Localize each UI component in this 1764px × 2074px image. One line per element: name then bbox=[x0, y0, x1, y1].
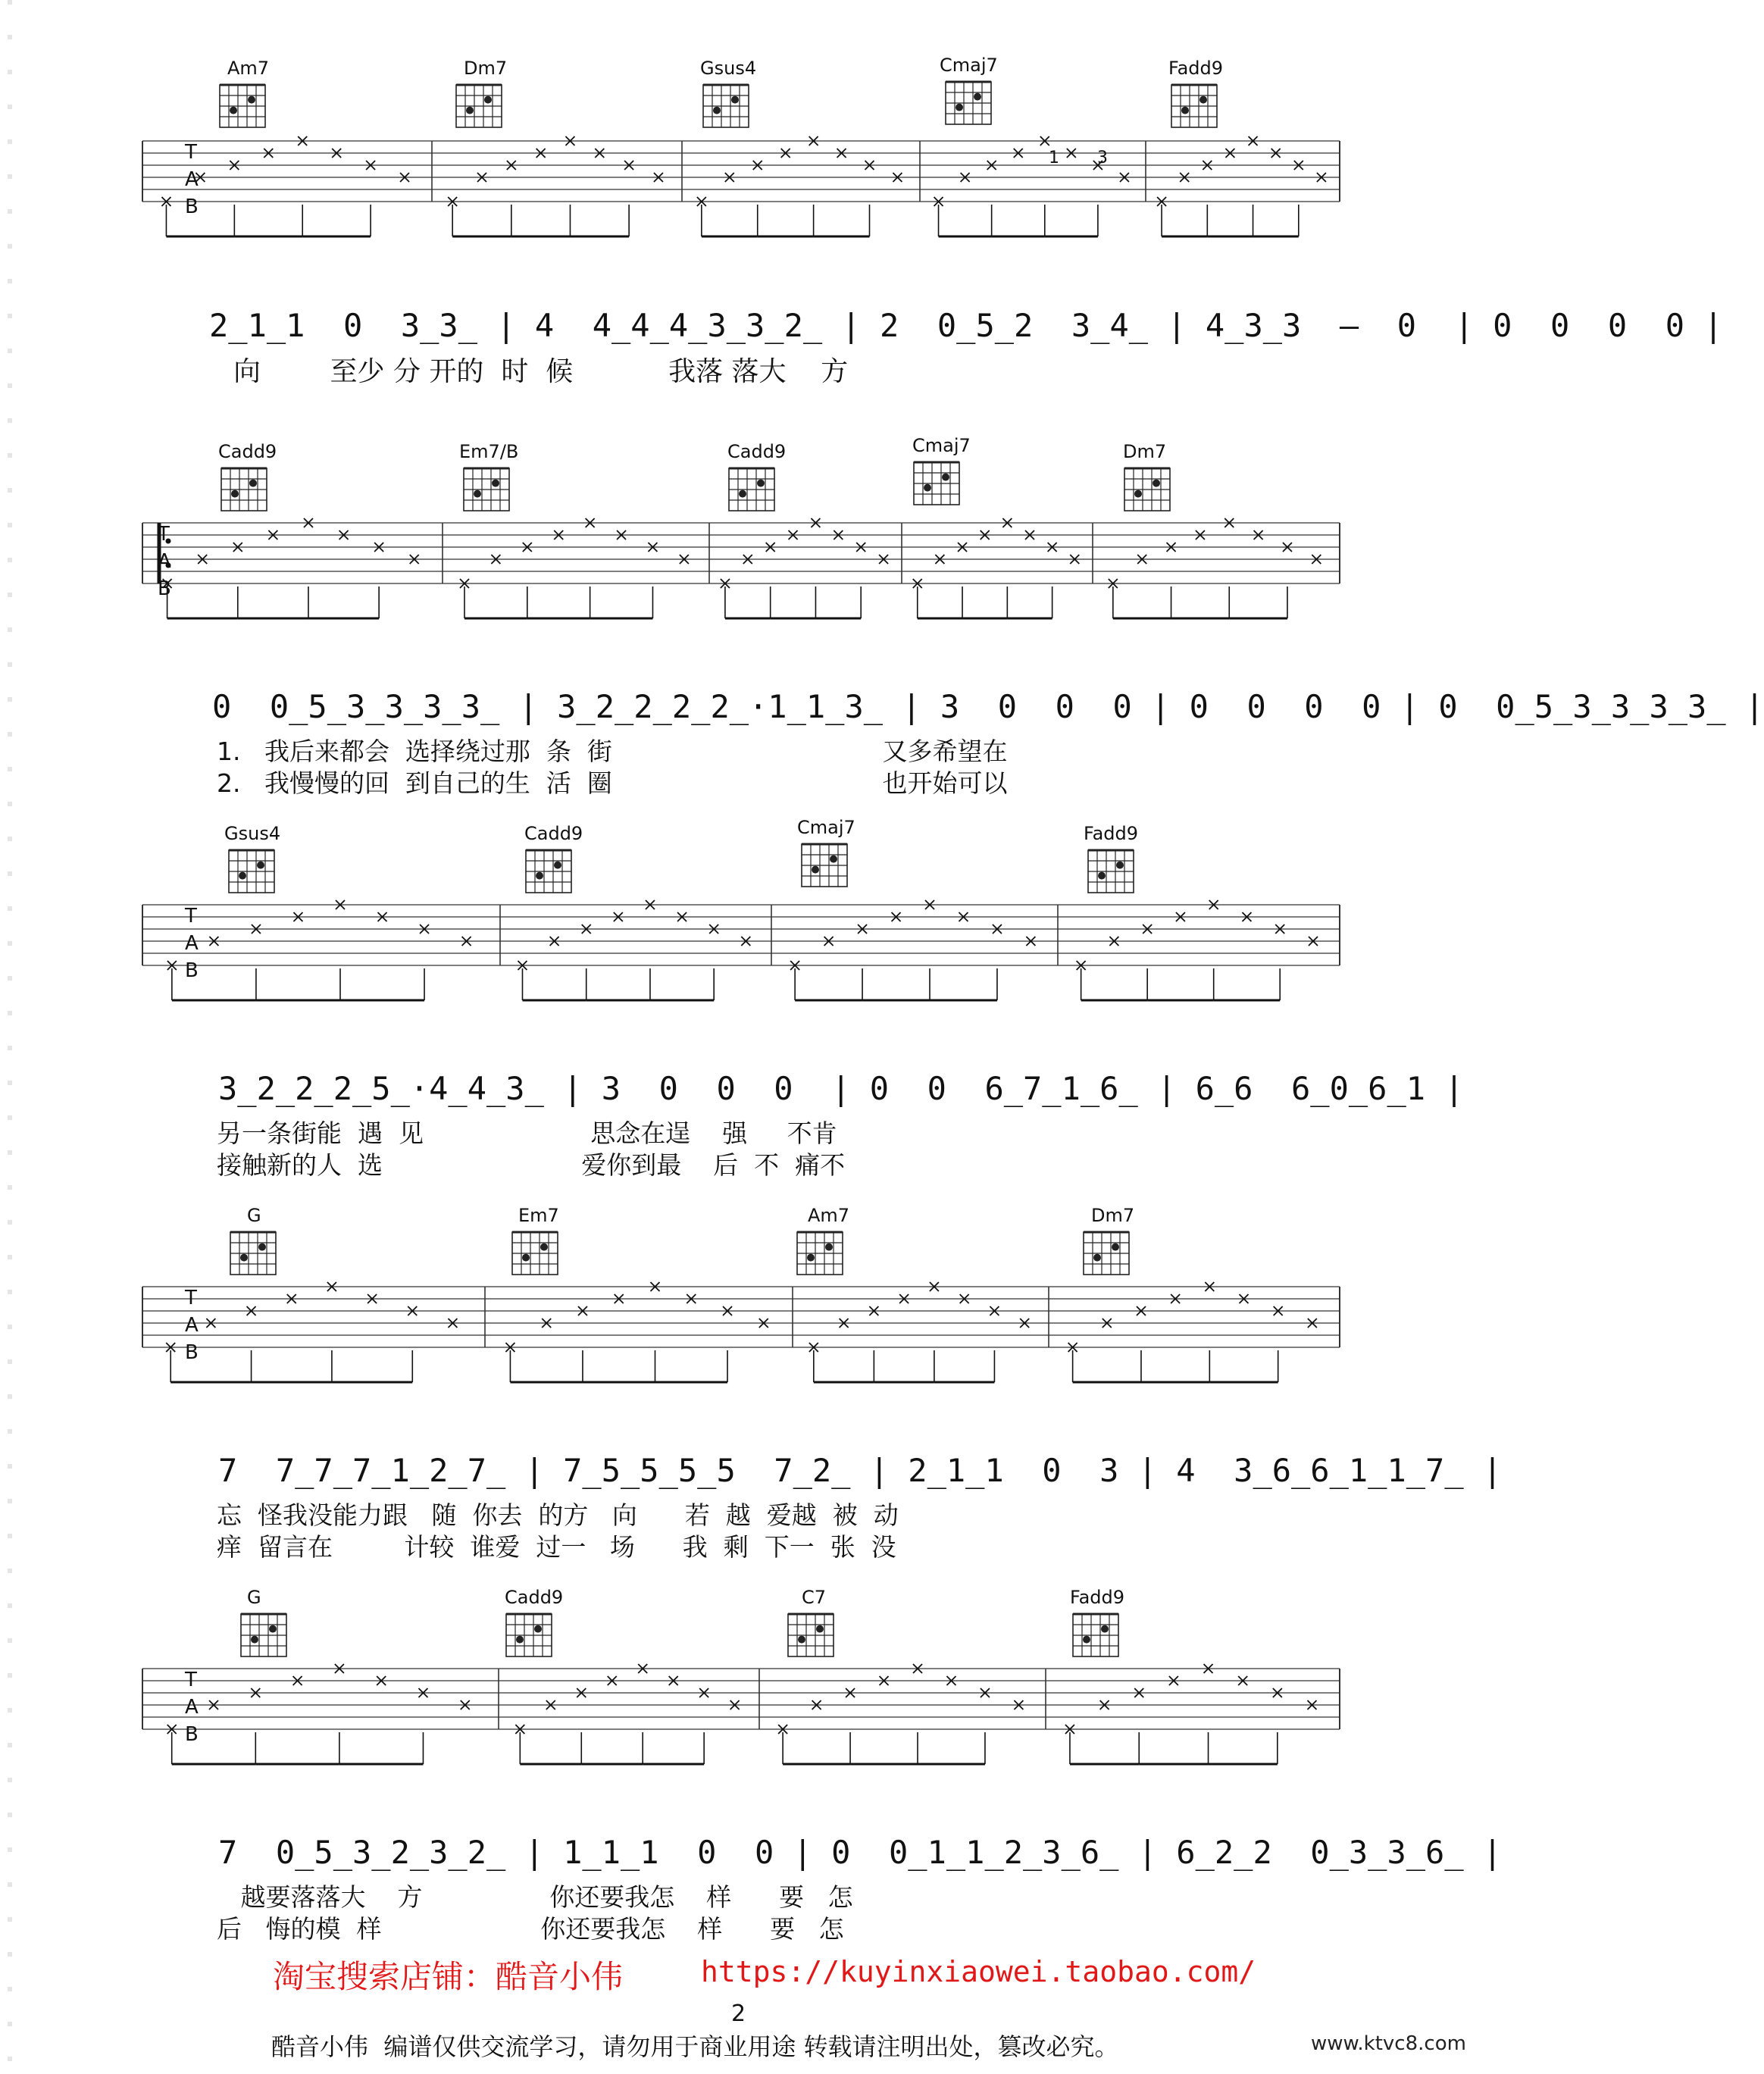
chord-name: Fadd9 bbox=[1070, 1587, 1125, 1608]
chord-finger-dot bbox=[713, 107, 721, 114]
chord-finger-dot bbox=[258, 1243, 266, 1251]
chord-finger-dot bbox=[1134, 490, 1142, 498]
page-number: 2 bbox=[731, 2000, 746, 2027]
copyright-notice: 酷音小伟 编谱仅供交流学习，请勿用于商业用途 转载请注明出处，篡改必究。 bbox=[271, 2032, 1119, 2061]
lyrics-line: 忘 怪我没能力跟 随 你去 的方 向 若 越 爱越 被 动 bbox=[217, 1500, 899, 1530]
tab-letter-b: B bbox=[185, 1341, 199, 1364]
chord-name: Gsus4 bbox=[700, 58, 757, 79]
chord-name: Cadd9 bbox=[218, 441, 277, 462]
chord-finger-dot bbox=[924, 484, 931, 492]
chord-name: Dm7 bbox=[1123, 441, 1167, 462]
chord-finger-dot bbox=[739, 490, 746, 498]
chord-finger-dot bbox=[830, 856, 837, 863]
lyrics-line: 接触新的人 选 爱你到最 后 不 痛不 bbox=[217, 1150, 846, 1180]
chord-finger-dot bbox=[474, 490, 481, 498]
chord-finger-dot bbox=[1112, 1243, 1119, 1251]
tab-letter-a: A bbox=[185, 932, 199, 955]
chord-finger-dot bbox=[554, 862, 561, 869]
chord-finger-dot bbox=[251, 1636, 258, 1644]
numbered-notation: 7 7̲7̲7̲1̲2̲7̲ | 7̲5̲5̲5̲5 7̲2̲ | 2̲1̲1 0 3 | 4 3̲6̲6̲1̲1̲7̲ | bbox=[218, 1452, 1503, 1489]
chord-name: Dm7 bbox=[1091, 1205, 1135, 1226]
lyrics-line: 越要落落大 方 你还要我怎 样 要 怎 bbox=[217, 1882, 853, 1912]
chord-finger-dot bbox=[540, 1243, 548, 1251]
chord-finger-dot bbox=[942, 474, 949, 481]
tab-letter-t: T bbox=[185, 1287, 197, 1309]
chord-finger-dot bbox=[240, 1254, 248, 1262]
chord-finger-dot bbox=[974, 93, 981, 101]
site-logo: www.ktvc8.com bbox=[1311, 2032, 1466, 2055]
chord-finger-dot bbox=[522, 1254, 530, 1262]
tab-letter-a: A bbox=[185, 1314, 199, 1337]
chord-finger-dot bbox=[816, 1625, 824, 1633]
chord-finger-dot bbox=[956, 104, 963, 111]
chord-name: Cadd9 bbox=[524, 823, 583, 844]
chord-finger-dot bbox=[516, 1636, 524, 1644]
chord-name: Cadd9 bbox=[505, 1587, 564, 1608]
chord-name: Dm7 bbox=[464, 58, 508, 79]
tab-letter-b: B bbox=[185, 196, 199, 218]
chord-finger-dot bbox=[534, 1625, 542, 1633]
chord-name: G bbox=[247, 1587, 261, 1608]
chord-finger-dot bbox=[1116, 862, 1124, 869]
chord-finger-dot bbox=[492, 480, 499, 487]
fret-number: 1 bbox=[1049, 149, 1059, 167]
chord-finger-dot bbox=[1098, 872, 1106, 880]
tab-letter-a: A bbox=[185, 168, 199, 191]
chord-finger-dot bbox=[466, 107, 474, 114]
lyrics-line: 另一条街能 遇 见 思念在逞 强 不肯 bbox=[217, 1118, 837, 1148]
chord-name: C7 bbox=[802, 1587, 827, 1608]
shop-url[interactable]: https://kuyinxiaowei.taobao.com/ bbox=[701, 1955, 1256, 1988]
numbered-notation: 2̲1̲1 0 3̲3̲ | 4 4̲4̲4̲3̲3̲2̲ | 2 0̲5̲2 3̲4̲ | 4̲3̲3 — 0 | 0 0 0 0 | bbox=[209, 307, 1723, 344]
chord-finger-dot bbox=[757, 480, 765, 487]
chord-name: Cmaj7 bbox=[940, 55, 998, 76]
lyrics-line: 后 悔的模 样 你还要我怎 样 要 怎 bbox=[217, 1914, 844, 1944]
numbered-notation: 7 0̲5̲3̲2̲3̲2̲ | 1̲1̲1 0 0 | 0 0̲1̲1̲2̲3̲6̲ | 6̲2̲2 0̲3̲3̲6̲ | bbox=[218, 1834, 1503, 1871]
numbered-notation: 3̲2̲2̲2̲5̲·4̲4̲3̲ | 3 0 0 0 | 0 0 6̲7̲1̲6̲ | 6̲6 6̲0̲6̲1 | bbox=[218, 1070, 1464, 1107]
chord-finger-dot bbox=[825, 1243, 833, 1251]
chord-name: Em7 bbox=[518, 1205, 559, 1226]
chord-finger-dot bbox=[269, 1625, 277, 1633]
chord-name: Cmaj7 bbox=[797, 817, 855, 838]
lyrics-line: 1. 我后来都会 选择绕过那 条 街 又多希望在 bbox=[217, 737, 1008, 766]
tab-letter-a: A bbox=[158, 550, 171, 573]
chord-name: Fadd9 bbox=[1168, 58, 1224, 79]
chord-name: Am7 bbox=[227, 58, 270, 79]
chord-finger-dot bbox=[536, 872, 543, 880]
chord-name: G bbox=[247, 1205, 261, 1226]
chord-finger-dot bbox=[1181, 107, 1189, 114]
chord-name: Gsus4 bbox=[224, 823, 281, 844]
lyrics-line: 向 至少 分 开的 时 候 我落 落大 方 bbox=[233, 356, 849, 387]
tab-letter-b: B bbox=[185, 1723, 199, 1746]
chord-name: Cmaj7 bbox=[912, 435, 971, 456]
tab-letter-t: T bbox=[185, 141, 197, 164]
chord-finger-dot bbox=[807, 1254, 815, 1262]
chord-finger-dot bbox=[248, 96, 255, 104]
lyrics-line: 2. 我慢慢的回 到自己的生 活 圈 也开始可以 bbox=[217, 768, 1008, 798]
chord-finger-dot bbox=[1101, 1625, 1109, 1633]
chord-finger-dot bbox=[257, 862, 264, 869]
tab-letter-t: T bbox=[185, 905, 197, 928]
chord-finger-dot bbox=[249, 480, 257, 487]
chord-name: Am7 bbox=[808, 1205, 850, 1226]
lyrics-line: 痒 留言在 计较 谁爱 过一 场 我 剩 下一 张 没 bbox=[217, 1532, 896, 1562]
chord-finger-dot bbox=[798, 1636, 805, 1644]
chord-name: Fadd9 bbox=[1084, 823, 1139, 844]
tab-letter-b: B bbox=[158, 577, 171, 600]
shop-advert: 淘宝搜索店铺：酷音小伟 bbox=[273, 1958, 624, 1995]
chord-finger-dot bbox=[1083, 1636, 1090, 1644]
tab-letter-t: T bbox=[185, 1669, 197, 1691]
chord-finger-dot bbox=[484, 96, 492, 104]
chord-finger-dot bbox=[230, 107, 237, 114]
chord-finger-dot bbox=[239, 872, 246, 880]
fret-number: 3 bbox=[1097, 149, 1108, 167]
tab-letter-a: A bbox=[185, 1696, 199, 1719]
chord-finger-dot bbox=[731, 96, 739, 104]
chord-finger-dot bbox=[1093, 1254, 1101, 1262]
tab-letter-b: B bbox=[185, 959, 199, 982]
chord-finger-dot bbox=[231, 490, 239, 498]
tab-letter-t: T bbox=[158, 523, 170, 546]
chord-finger-dot bbox=[812, 866, 819, 874]
chord-finger-dot bbox=[1199, 96, 1207, 104]
chord-name: Cadd9 bbox=[727, 441, 787, 462]
chord-name: Em7/B bbox=[459, 441, 519, 462]
numbered-notation: 0 0̲5̲3̲3̲3̲3̲ | 3̲2̲2̲2̲2̲·1̲1̲3̲ | 3 0 0 0 | 0 0 0 0 | 0 0̲5̲3̲3̲3̲3̲ | bbox=[212, 688, 1764, 725]
chord-finger-dot bbox=[1153, 480, 1160, 487]
